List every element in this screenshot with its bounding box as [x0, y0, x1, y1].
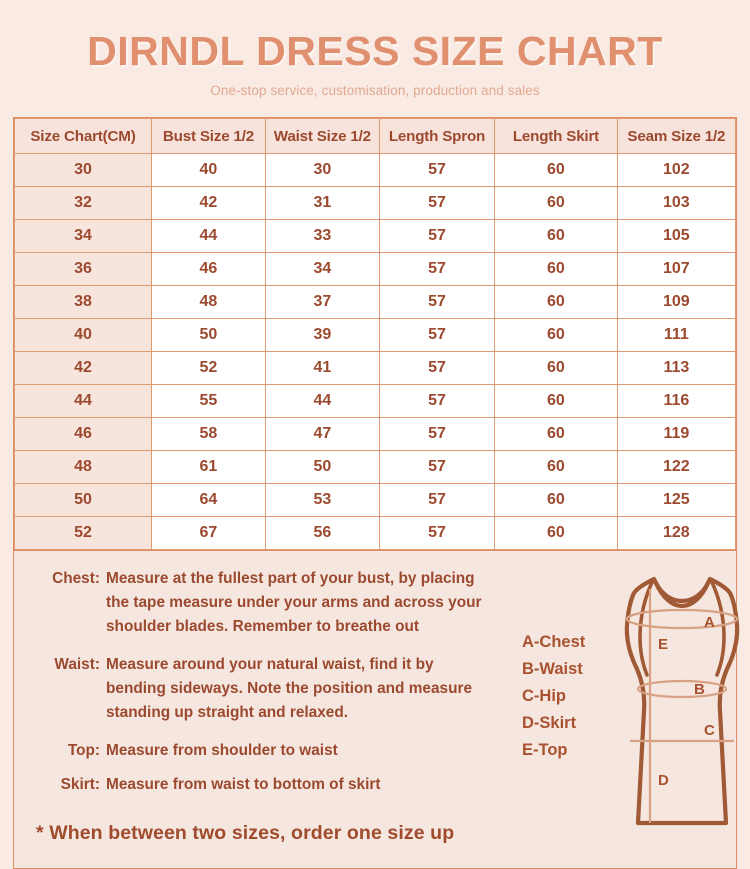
cell-value: 57: [379, 319, 494, 352]
legend-item-skirt: D-Skirt: [522, 714, 577, 733]
column-header-size: Size Chart(CM): [15, 119, 152, 154]
cell-value: 107: [617, 253, 735, 286]
cell-value: 50: [151, 319, 265, 352]
instruction-chest-text: [106, 567, 534, 639]
cell-value: 44: [151, 220, 265, 253]
cell-value: 31: [265, 187, 379, 220]
table-row: [15, 286, 736, 319]
cell-size: 38: [15, 286, 152, 319]
column-header-length-skirt: Length Skirt: [495, 119, 618, 154]
marker-chest: A: [704, 614, 715, 632]
cell-value: 57: [379, 154, 494, 187]
legend-item-chest: A-Chest: [522, 633, 586, 652]
table-row: [15, 484, 736, 517]
cell-value: 57: [379, 517, 494, 550]
cell-value: 34: [265, 253, 379, 286]
cell-value: 52: [151, 352, 265, 385]
spacer: [14, 763, 534, 773]
instruction-top: [14, 739, 534, 763]
instruction-chest-line-1: Measure at the fullest part of your bust, by placing: [106, 570, 475, 588]
cell-size: 48: [15, 451, 152, 484]
cell-value: 57: [379, 484, 494, 517]
cell-value: 60: [495, 187, 618, 220]
cell-value: 30: [265, 154, 379, 187]
instruction-waist-line-3: standing up straight and relaxed.: [106, 704, 349, 722]
waist-measure-band: [638, 681, 726, 697]
instruction-waist-line-1: Measure around your natural waist, find it by: [106, 656, 434, 674]
size-table-container: [13, 117, 737, 551]
column-header-bust: Bust Size 1/2: [151, 119, 265, 154]
cell-size: 50: [15, 484, 152, 517]
marker-skirt: D: [658, 772, 669, 790]
cell-value: 42: [151, 187, 265, 220]
instruction-top-label: Top:: [67, 742, 100, 760]
page-subtitle: One-stop service, customisation, production and sales: [210, 83, 540, 99]
page-header: [0, 0, 750, 98]
cell-value: 122: [617, 451, 735, 484]
size-up-footnote: * When between two sizes, order one size up: [36, 822, 455, 845]
instruction-chest-label: Chest:: [52, 570, 100, 588]
instruction-skirt: [14, 773, 534, 797]
column-header-waist: Waist Size 1/2: [265, 119, 379, 154]
cell-value: 46: [151, 253, 265, 286]
cell-value: 57: [379, 385, 494, 418]
cell-value: 60: [495, 286, 618, 319]
instruction-waist-line-2: bending sideways. Note the position and measure: [106, 680, 473, 698]
cell-value: 111: [617, 319, 735, 352]
cell-size: 34: [15, 220, 152, 253]
cell-size: 44: [15, 385, 152, 418]
cell-value: 60: [495, 319, 618, 352]
instruction-chest-line-3: shoulder blades. Remember to breathe out: [106, 618, 420, 636]
cell-value: 128: [617, 517, 735, 550]
cell-value: 60: [495, 385, 618, 418]
table-header-row: [15, 119, 736, 154]
cell-value: 57: [379, 220, 494, 253]
instruction-waist: [14, 653, 534, 725]
table-row: [15, 418, 736, 451]
instruction-chest-line-2: the tape measure under your arms and across your: [106, 594, 482, 612]
cell-value: 56: [265, 517, 379, 550]
cell-value: 58: [151, 418, 265, 451]
instruction-top-text: [106, 739, 534, 763]
cell-size: 32: [15, 187, 152, 220]
marker-top: E: [658, 636, 669, 654]
legend-item-top: E-Top: [522, 741, 568, 760]
measurement-instructions: [14, 551, 534, 868]
cell-value: 60: [495, 484, 618, 517]
cell-value: 105: [617, 220, 735, 253]
table-row: [15, 154, 736, 187]
cell-size: 42: [15, 352, 152, 385]
cell-value: 47: [265, 418, 379, 451]
cell-value: 41: [265, 352, 379, 385]
cell-value: 53: [265, 484, 379, 517]
cell-value: 57: [379, 451, 494, 484]
cell-value: 60: [495, 220, 618, 253]
table-row: [15, 253, 736, 286]
table-row: [15, 220, 736, 253]
marker-waist: B: [694, 681, 705, 699]
column-header-seam: Seam Size 1/2: [617, 119, 735, 154]
cell-value: 57: [379, 352, 494, 385]
cell-size: 46: [15, 418, 152, 451]
spacer: [14, 639, 534, 653]
table-row: [15, 319, 736, 352]
cell-value: 60: [495, 253, 618, 286]
cell-size: 52: [15, 517, 152, 550]
table-row: [15, 187, 736, 220]
cell-size: 40: [15, 319, 152, 352]
cell-value: 61: [151, 451, 265, 484]
legend-item-waist: B-Waist: [522, 660, 583, 679]
dress-illustration-icon: [612, 561, 750, 861]
instruction-skirt-label: Skirt:: [60, 776, 100, 794]
cell-value: 113: [617, 352, 735, 385]
cell-value: 125: [617, 484, 735, 517]
column-header-length-spron: Length Spron: [379, 119, 494, 154]
cell-value: 103: [617, 187, 735, 220]
chest-measure-band: [627, 610, 737, 628]
cell-value: 55: [151, 385, 265, 418]
dress-diagram: [612, 561, 750, 861]
cell-value: 48: [151, 286, 265, 319]
cell-value: 37: [265, 286, 379, 319]
table-row: [15, 352, 736, 385]
table-row: [15, 517, 736, 550]
size-chart-table: [14, 118, 736, 550]
cell-value: 119: [617, 418, 735, 451]
cell-value: 67: [151, 517, 265, 550]
spacer: [14, 725, 534, 739]
cell-value: 57: [379, 187, 494, 220]
marker-hip: C: [704, 722, 715, 740]
cell-value: 57: [379, 286, 494, 319]
cell-value: 60: [495, 352, 618, 385]
instruction-waist-text: [106, 653, 534, 725]
cell-value: 40: [151, 154, 265, 187]
instruction-skirt-text: [106, 773, 534, 797]
cell-value: 44: [265, 385, 379, 418]
cell-value: 50: [265, 451, 379, 484]
cell-value: 33: [265, 220, 379, 253]
measurement-guide-panel: [13, 551, 737, 869]
cell-value: 60: [495, 517, 618, 550]
cell-size: 36: [15, 253, 152, 286]
instruction-chest: [14, 567, 534, 639]
cell-value: 64: [151, 484, 265, 517]
cell-value: 57: [379, 418, 494, 451]
cell-value: 60: [495, 418, 618, 451]
table-body: [15, 154, 736, 550]
cell-value: 60: [495, 451, 618, 484]
cell-size: 30: [15, 154, 152, 187]
instruction-skirt-line-1: Measure from waist to bottom of skirt: [106, 776, 381, 794]
cell-value: 57: [379, 253, 494, 286]
legend-item-hip: C-Hip: [522, 687, 566, 706]
cell-value: 60: [495, 154, 618, 187]
diagram-legend: [522, 629, 585, 764]
cell-value: 39: [265, 319, 379, 352]
cell-value: 109: [617, 286, 735, 319]
cell-value: 116: [617, 385, 735, 418]
cell-value: 102: [617, 154, 735, 187]
instruction-top-line-1: Measure from shoulder to waist: [106, 742, 338, 760]
table-row: [15, 451, 736, 484]
instruction-waist-label: Waist:: [54, 656, 100, 674]
table-row: [15, 385, 736, 418]
page-title: DIRNDL DRESS SIZE CHART: [87, 28, 663, 74]
